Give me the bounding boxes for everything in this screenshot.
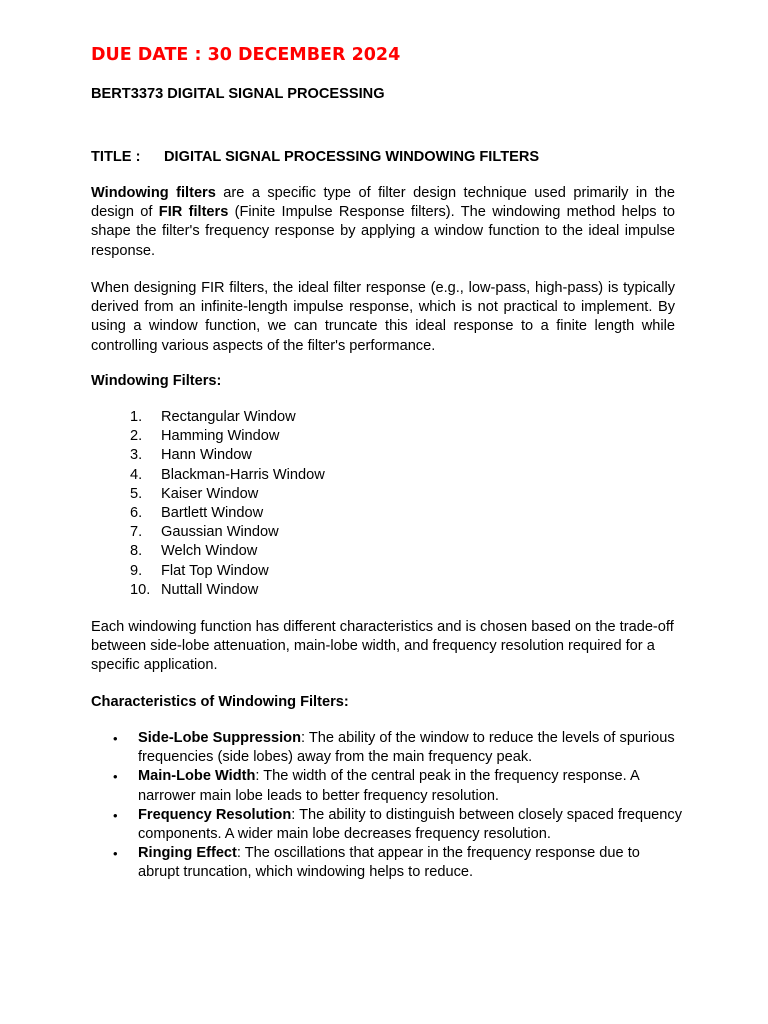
list-number: 2. — [130, 428, 143, 445]
list-number: 4. — [130, 466, 143, 483]
list-number: 8. — [130, 543, 143, 560]
list-number: 3. — [130, 447, 143, 464]
characteristics-list — [113, 729, 683, 883]
list-item — [130, 427, 325, 446]
list-item — [113, 844, 683, 882]
window-name: Blackman-Harris Window — [161, 466, 325, 483]
list-item — [130, 562, 325, 581]
characteristic-term: Frequency Resolution — [138, 806, 292, 823]
list-number: 9. — [130, 562, 143, 579]
document-title-row — [91, 148, 539, 167]
window-name: Welch Window — [161, 543, 258, 560]
list-item — [130, 408, 325, 427]
windowing-filters-heading: Windowing Filters: — [91, 373, 222, 389]
window-name: Gaussian Window — [161, 524, 279, 541]
window-name: Hamming Window — [161, 428, 280, 445]
characteristics-heading: Characteristics of Windowing Filters: — [91, 694, 349, 710]
intro-term-fir: FIR filters — [158, 204, 229, 221]
characteristic-desc: : The width of the central peak in the frequency response. A narrower main lobe leads to better frequency resolution. — [138, 768, 639, 804]
list-item — [113, 729, 683, 767]
list-item — [113, 806, 683, 844]
list-item — [130, 542, 325, 561]
list-item — [130, 581, 325, 600]
due-date: DUE DATE : 30 DECEMBER 2024 — [91, 45, 401, 65]
characteristic-term: Main-Lobe Width — [138, 768, 256, 785]
window-list — [130, 408, 325, 600]
window-name: Kaiser Window — [161, 485, 259, 502]
characteristic-term: Side-Lobe Suppression — [138, 730, 301, 746]
intro-text-1: are a specific type of filter design technique used primarily in the design of — [91, 185, 675, 221]
fir-design-paragraph: When designing FIR filters, the ideal filter response (e.g., low-pass, high-pass) is typically derived from an infinite-length impulse response, which is not practical to implement. By using a window function, we can truncate this ideal response to a finite length while controlling various aspects of the filter's performance. — [91, 280, 675, 354]
intro-term-windowing: Windowing filters — [91, 185, 216, 201]
intro-paragraph — [91, 184, 675, 261]
window-name: Flat Top Window — [161, 562, 269, 579]
list-number: 1. — [130, 409, 143, 425]
title-label: TITLE : — [91, 149, 141, 165]
bullet-icon: • — [113, 731, 118, 746]
bullet-icon: • — [113, 807, 118, 823]
characteristic-term: Ringing Effect — [138, 845, 237, 862]
list-number: 7. — [130, 524, 143, 541]
list-item — [130, 523, 325, 542]
list-number: 5. — [130, 485, 143, 502]
bullet-icon: • — [113, 769, 118, 785]
tradeoff-paragraph: Each windowing function has different characteristics and is chosen based on the trade-off between side-lobe attenuation, main-lobe width, and frequency resolution required for a specific application. — [91, 619, 674, 674]
window-name: Rectangular Window — [161, 409, 296, 425]
characteristic-desc: : The ability of the window to reduce the levels of spurious frequencies (side lobes) away from the main frequency peak. — [138, 730, 675, 766]
list-item — [130, 466, 325, 485]
list-number: 6. — [130, 504, 143, 521]
document-title: DIGITAL SIGNAL PROCESSING WINDOWING FILTERS — [164, 149, 540, 165]
characteristic-desc: : The ability to distinguish between closely spaced frequency components. A wider main lobe decreases frequency resolution. — [138, 806, 683, 843]
bullet-icon: • — [113, 846, 118, 862]
list-item — [113, 767, 683, 805]
intro-text-2: (Finite Impulse Response filters). The windowing method helps to shape the filter's frequency response by applying a window function to the ideal impulse response. — [91, 204, 675, 259]
list-item — [130, 446, 325, 465]
window-name: Nuttall Window — [161, 581, 259, 598]
window-name: Bartlett Window — [161, 504, 264, 521]
list-number: 10. — [130, 581, 151, 598]
list-item — [130, 504, 325, 523]
window-name: Hann Window — [161, 447, 252, 464]
course-code-title: BERT3373 DIGITAL SIGNAL PROCESSING — [91, 86, 385, 102]
characteristic-desc: : The oscillations that appear in the frequency response due to abrupt truncation, which windowing helps to reduce. — [138, 845, 640, 881]
list-item — [130, 485, 325, 504]
